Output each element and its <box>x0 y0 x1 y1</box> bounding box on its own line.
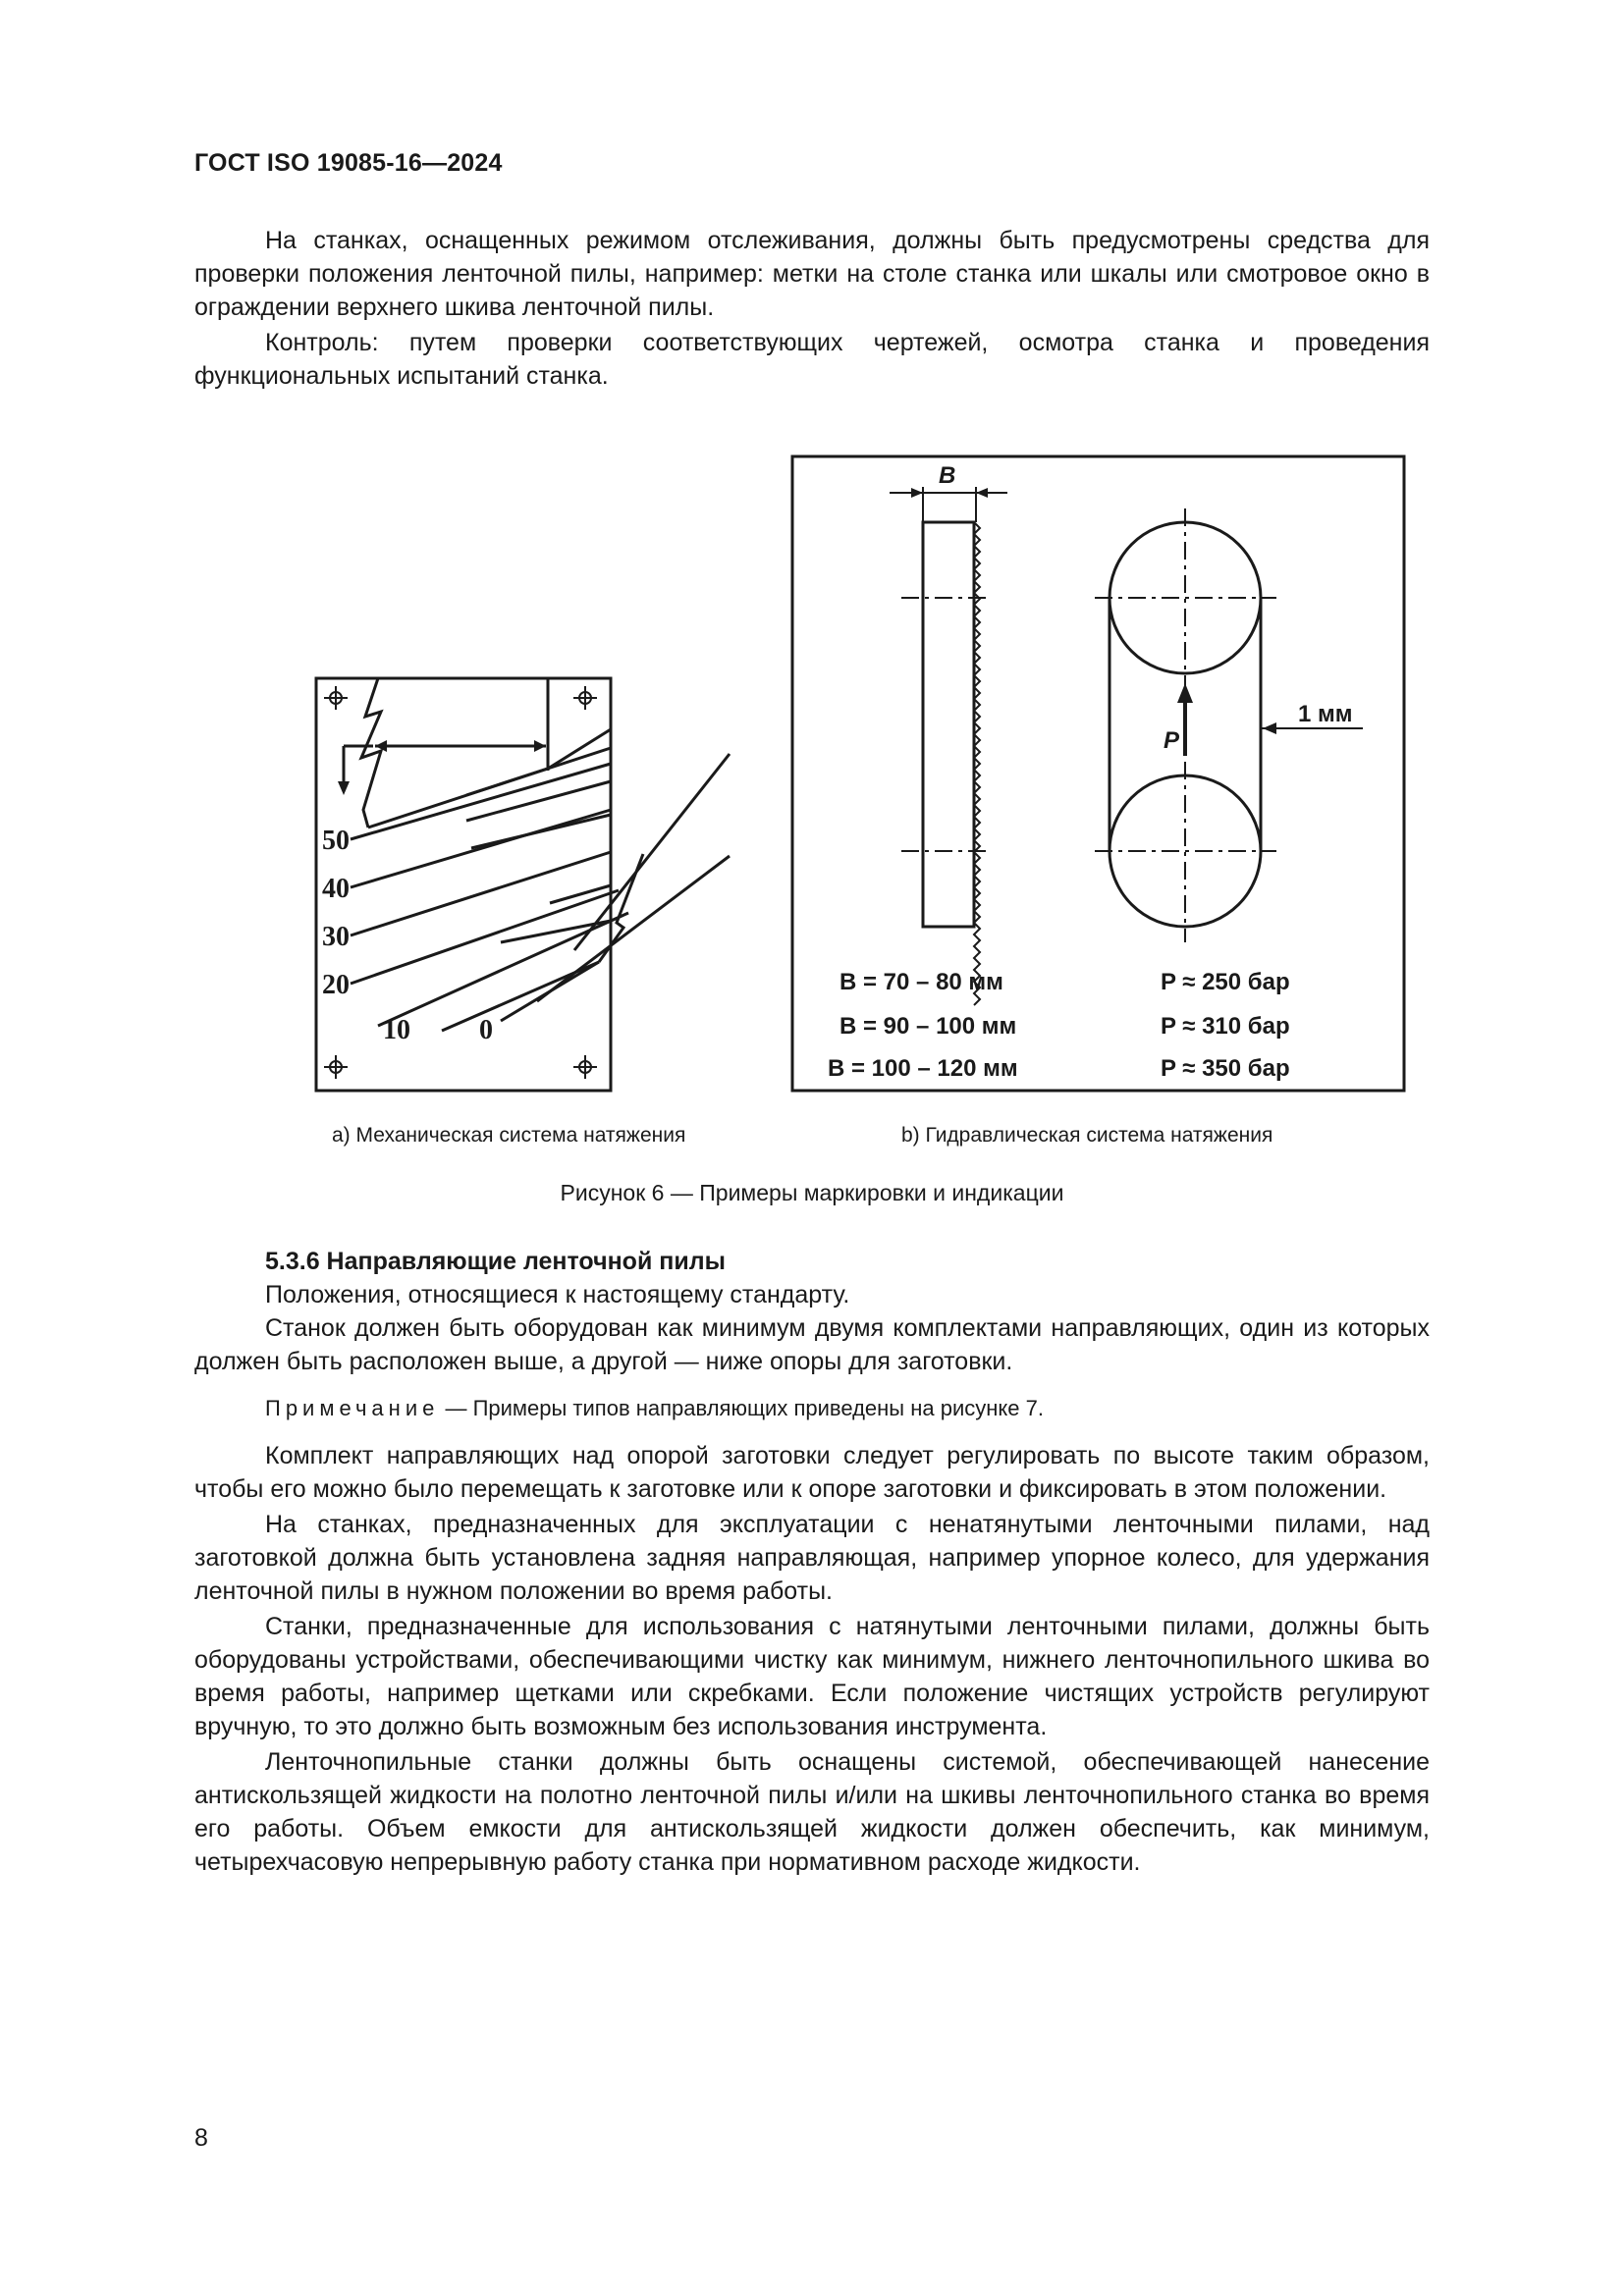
note-label: Примечание <box>265 1396 440 1420</box>
caption-panel-b: b) Гидравлическая система натяжения <box>901 1124 1273 1147</box>
note-text: — Примеры типов направляющих приведены на рисунке 7. <box>439 1396 1044 1420</box>
force-label-p: P <box>1164 727 1180 754</box>
scale-label-40: 40 <box>322 874 350 904</box>
panel-b-hydraulic <box>792 456 1404 1091</box>
scale-label-20: 20 <box>322 970 350 1000</box>
panel-b-frame <box>792 456 1404 1091</box>
intro-text <box>194 224 1430 393</box>
row2-p: P ≈ 310 бар <box>1161 1013 1290 1040</box>
page-number: 8 <box>194 2124 208 2152</box>
caption-panel-a: a) Механическая система натяжения <box>332 1124 686 1147</box>
row1-b: B = 70 – 80 мм <box>839 969 1003 995</box>
width-label-b: B <box>939 462 956 489</box>
section-5-3-6 <box>194 1245 1430 1879</box>
section-paragraph-3: На станках, предназначенных для эксплуатации с ненатянутыми ленточными пилами, над заготовкой должна быть установлена задняя направляющая, например упорное колесо, для удержания ленточной пилы в нужном положении во время работы. <box>194 1511 1430 1605</box>
scale-label-10: 10 <box>383 1015 410 1045</box>
scale-label-0: 0 <box>479 1015 493 1045</box>
row2-b: B = 90 – 100 мм <box>839 1013 1017 1040</box>
intro-paragraph-2: Контроль: путем проверки соответствующих чертежей, осмотра станка и проведения функциональных испытаний станка. <box>194 329 1430 390</box>
gap-label: 1 мм <box>1298 701 1353 727</box>
note <box>194 1392 1430 1425</box>
document-header: ГОСТ ISO 19085-16—2024 <box>194 149 503 177</box>
row3-p: P ≈ 350 бар <box>1161 1055 1290 1082</box>
row3-b: B = 100 – 120 мм <box>828 1055 1018 1082</box>
section-paragraph-5: Ленточнопильные станки должны быть оснащены системой, обеспечивающей нанесение антискользящей жидкости на полотно ленточной пилы и/или на шкивы ленточнопильного станка во время его работы. Объем емкости для антискользящей жидкости должен обеспечить, как минимум, четырехчасовую непрерывную работу станка при нормативном расходе жидкости. <box>194 1748 1430 1876</box>
row1-p: P ≈ 250 бар <box>1161 969 1290 995</box>
section-paragraph-1: Станок должен быть оборудован как минимум двумя комплектами направляющих, один из которых должен быть расположен выше, а другой — ниже опоры для заготовки. <box>194 1314 1430 1375</box>
figure-title: Рисунок 6 — Примеры маркировки и индикации <box>560 1180 1064 1205</box>
figure-6 <box>304 452 1414 1099</box>
panel-a-mechanical <box>316 678 730 1091</box>
section-paragraph-4: Станки, предназначенные для использования с натянутыми ленточными пилами, должны быть оборудованы устройствами, обеспечивающими чистку как минимум, нижнего ленточнопильного шкива во время работы, например щетками или скребками. Если положение чистящих устройств регулируют вручную, то это должно быть возможным без использования инструмента. <box>194 1613 1430 1740</box>
figure-6-drawing <box>304 452 1414 1099</box>
section-line-1: Положения, относящиеся к настоящему стандарту. <box>265 1281 850 1308</box>
scale-label-50: 50 <box>322 826 350 856</box>
blade-rectangle <box>923 522 974 927</box>
zigzag-edge <box>361 678 381 828</box>
section-heading: 5.3.6 Направляющие ленточной пилы <box>265 1248 726 1275</box>
section-paragraph-2: Комплект направляющих над опорой заготовки следует регулировать по высоте таким образом, чтобы его можно было перемещать к заготовке или к опоре заготовки и фиксировать в этом положении. <box>194 1442 1430 1503</box>
scale-label-30: 30 <box>322 922 350 952</box>
intro-paragraph-1: На станках, оснащенных режимом отслеживания, должны быть предусмотрены средства для проверки положения ленточной пилы, например: метки на столе станка или шкалы или смотровое окно в ограждении верхнего шкива ленточной пилы. <box>194 227 1430 321</box>
